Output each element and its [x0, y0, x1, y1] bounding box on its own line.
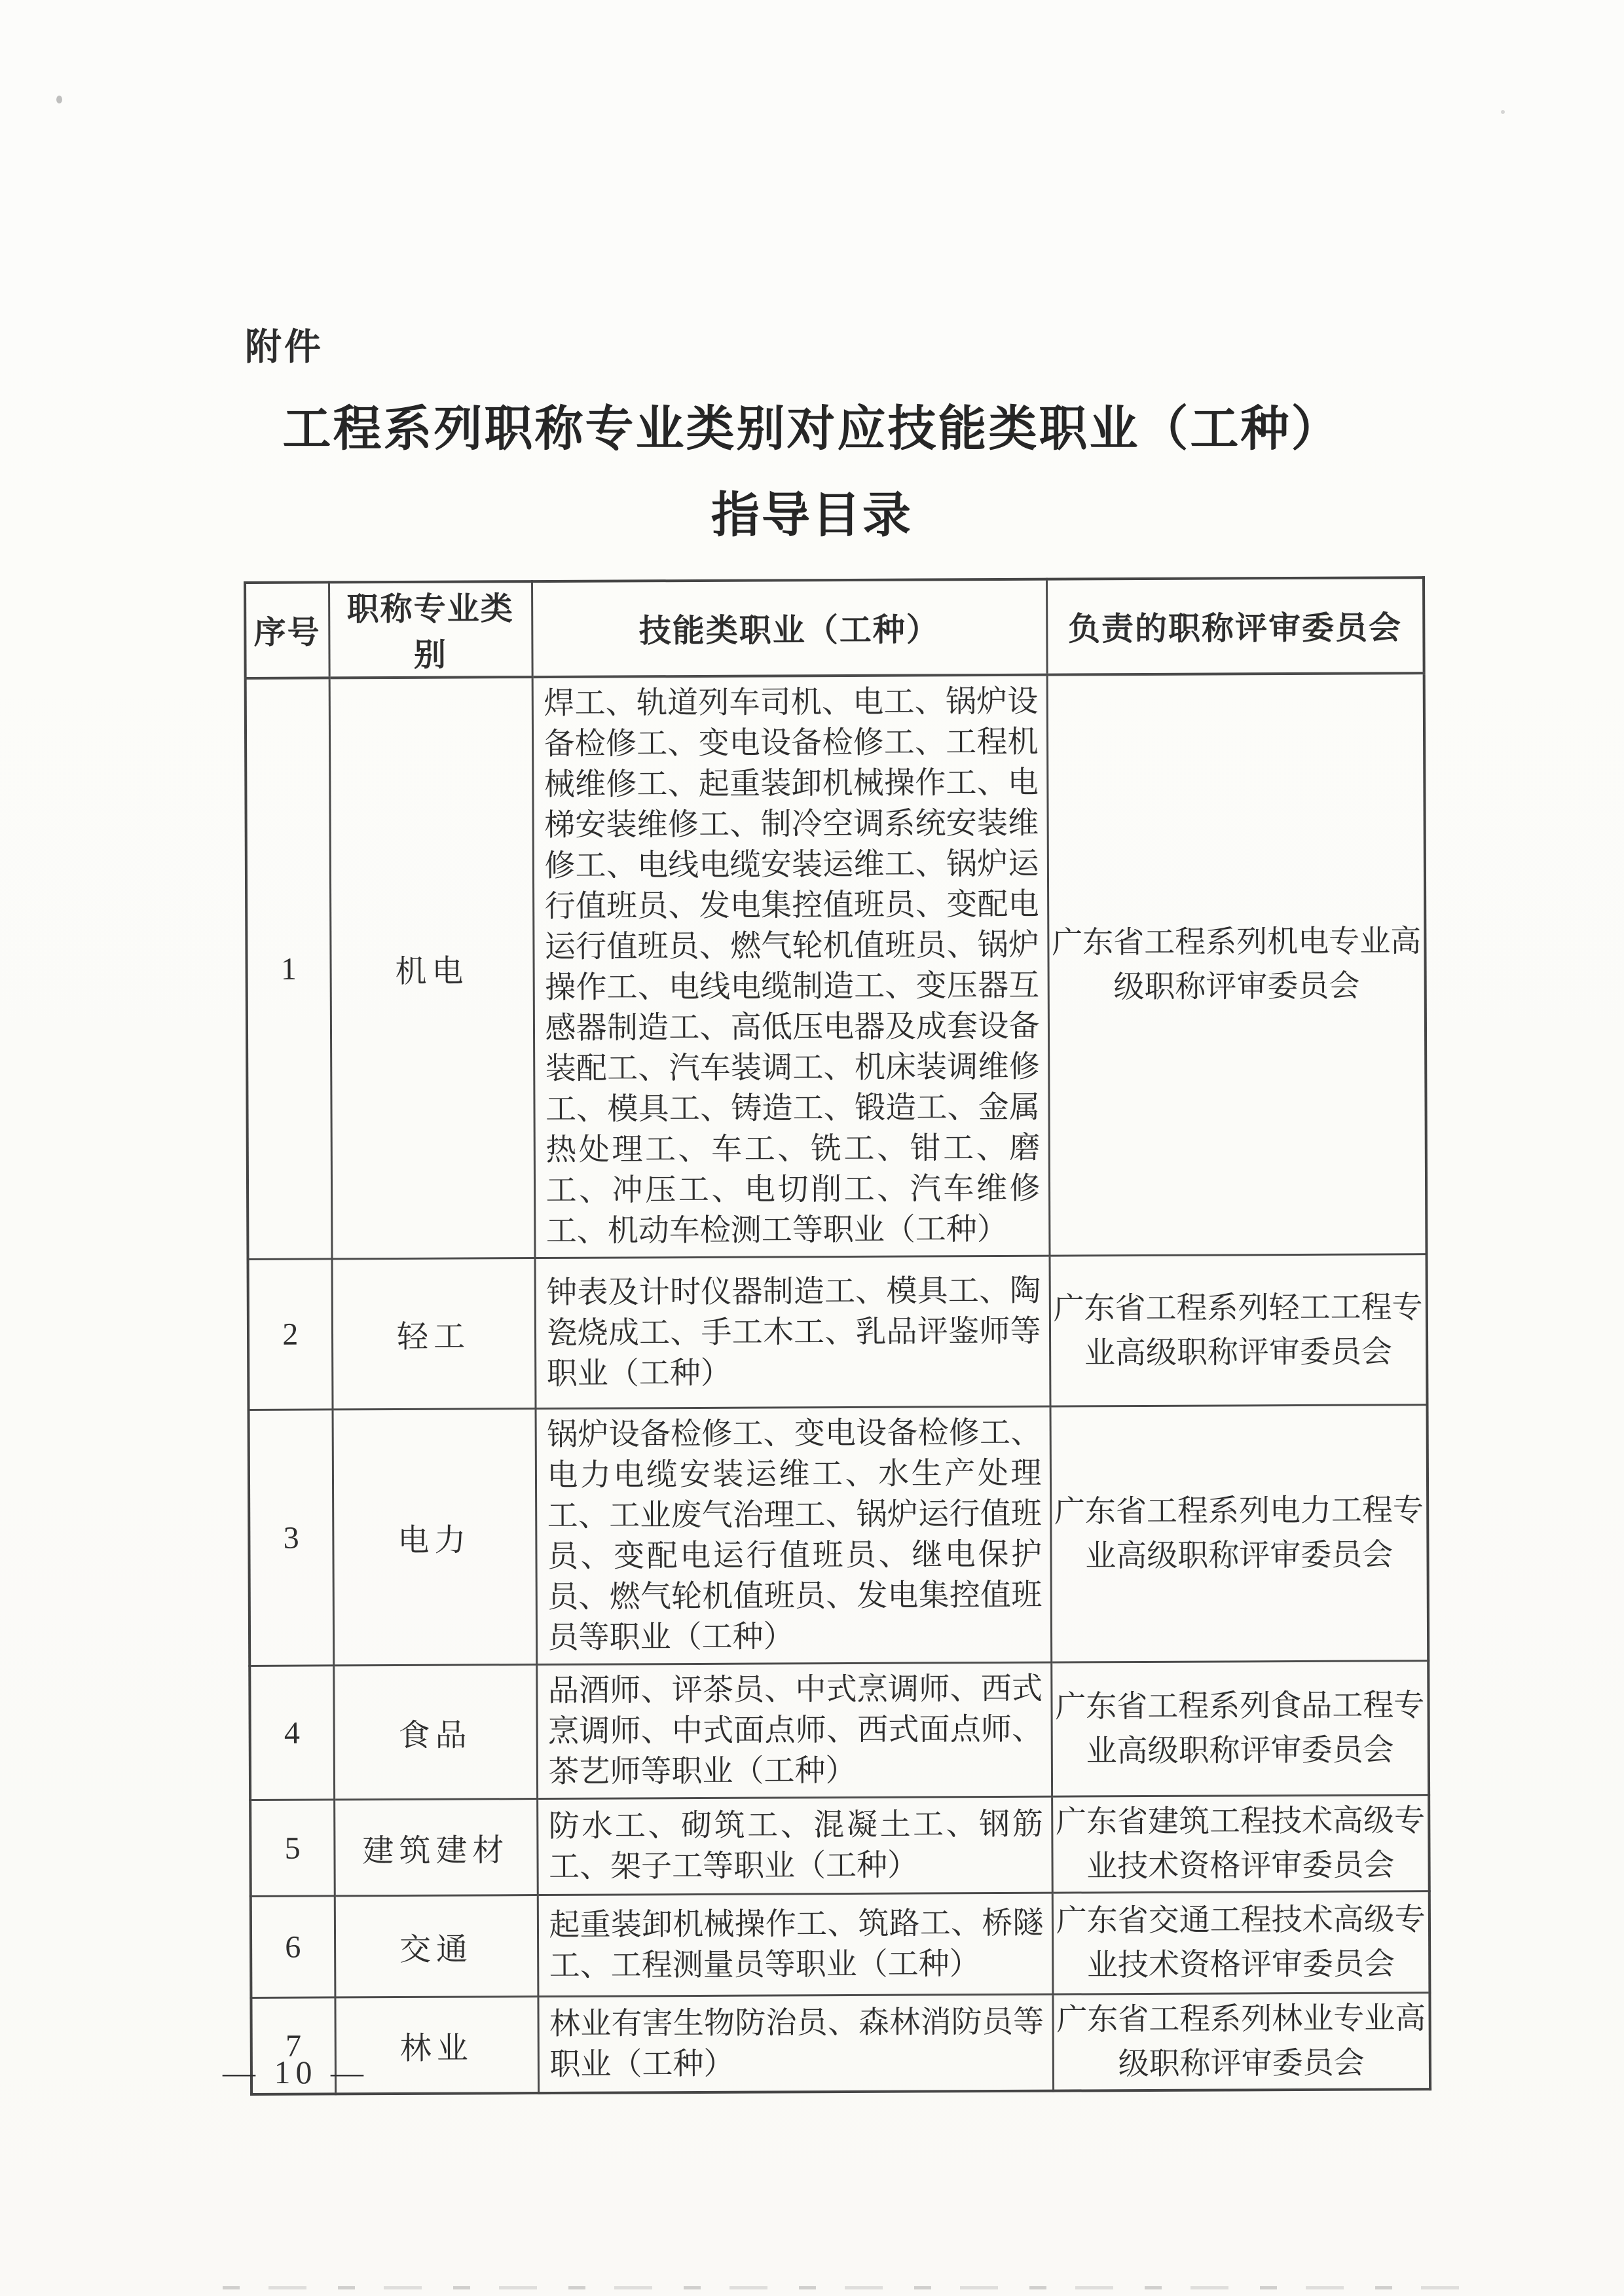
- category-cell: 林业: [335, 1997, 538, 2094]
- category-cell: 轻工: [332, 1258, 536, 1410]
- committee-cell: 广东省工程系列机电专业高级职称评审委员会: [1047, 673, 1427, 1256]
- table-row: [249, 1405, 1429, 1666]
- category-cell: 电力: [333, 1409, 537, 1666]
- table-row: [250, 1795, 1430, 1897]
- scan-noise: [223, 2286, 1460, 2289]
- committee-cell: 广东省交通工程技术高级专业技术资格评审委员会: [1052, 1891, 1430, 1995]
- scan-speck: [56, 96, 62, 103]
- page-number: — 10 —: [223, 2054, 369, 2090]
- table-row: [246, 673, 1427, 1259]
- category-cell: 交通: [335, 1895, 538, 1997]
- document-title-line1: 工程系列职称专业类别对应技能类职业（工种）: [282, 403, 1342, 456]
- serial-cell: 1: [246, 678, 332, 1259]
- occupations-cell: 防水工、砌筑工、混凝土工、钢筋工、架子工等职业（工种）: [537, 1796, 1052, 1895]
- committee-cell: 广东省工程系列食品工程专业高级职称评审委员会: [1051, 1661, 1429, 1797]
- occupations-cell: 焊工、轨道列车司机、电工、锅炉设备检修工、变电设备检修工、工程机械维修工、起重装卸机械操作工、电梯安装维修工、制冷空调系统安装维修工、电线电缆安装运维工、锅炉运行值班员、发电集控值班员、变配电运行值班员、燃气轮机值班员、锅炉操作工、电线电缆制造工、变压器互感器制造工、高低压电器及成套设备装配工、汽车装调工、机床装调维修工、模具工、铸造工、锻造工、金属热处理工、车工、铣工、钳工、磨工、冲压工、电切削工、汽车维修工、机动车检测工等职业（工种）: [532, 675, 1050, 1258]
- occupations-cell: 锅炉设备检修工、变电设备检修工、电力电缆安装运维工、水生产处理工、工业废气治理工、锅炉运行值班员、变配电运行值班员、继电保护员、燃气轮机值班员、发电集控值班员等职业（工种）: [536, 1406, 1052, 1664]
- serial-cell: 6: [251, 1896, 335, 1998]
- occupations-cell: 起重装卸机械操作工、筑路工、桥隧工、工程测量员等职业（工种）: [538, 1893, 1053, 1996]
- table-row: [251, 1993, 1430, 2094]
- category-cell: 建筑建材: [334, 1799, 538, 1896]
- occupations-cell: 钟表及计时仪器制造工、模具工、陶瓷烧成工、手工木工、乳品评鉴师等职业（工种）: [535, 1256, 1050, 1408]
- committee-cell: 广东省建筑工程技术高级专业技术资格评审委员会: [1052, 1795, 1430, 1893]
- serial-cell: 2: [248, 1259, 333, 1410]
- scan-speck: [1501, 110, 1505, 114]
- serial-cell: 3: [249, 1410, 334, 1666]
- document-title-line2: 指导目录: [711, 489, 913, 543]
- col-header-category: 职称专业类别: [329, 581, 532, 678]
- col-header-occupations: 技能类职业（工种）: [532, 579, 1047, 677]
- category-cell: 机电: [329, 677, 535, 1259]
- committee-cell: 广东省工程系列林业专业高级职称评审委员会: [1052, 1993, 1430, 2091]
- serial-cell: 7: [251, 1997, 335, 2094]
- table-row: [249, 1661, 1429, 1800]
- occupations-cell: 品酒师、评茶员、中式烹调师、西式烹调师、中式面点师、西式面点师、茶艺师等职业（工种）: [536, 1662, 1052, 1798]
- serial-cell: 5: [250, 1800, 335, 1897]
- table-row: [248, 1254, 1428, 1410]
- table-row: [251, 1891, 1430, 1998]
- occupations-cell: 林业有害生物防治员、森林消防员等职业（工种）: [538, 1994, 1053, 2093]
- committee-cell: 广东省工程系列电力工程专业高级职称评审委员会: [1050, 1405, 1429, 1663]
- directory-table: [244, 576, 1431, 2096]
- committee-cell: 广东省工程系列轻工工程专业高级职称评审委员会: [1050, 1254, 1428, 1407]
- category-cell: 食品: [333, 1665, 537, 1800]
- col-header-committee: 负责的职称评审委员会: [1046, 577, 1424, 675]
- col-header-serial: 序号: [245, 582, 329, 678]
- attachment-label: 附件: [245, 327, 323, 368]
- serial-cell: 4: [249, 1666, 334, 1800]
- table-header-row: [245, 577, 1424, 678]
